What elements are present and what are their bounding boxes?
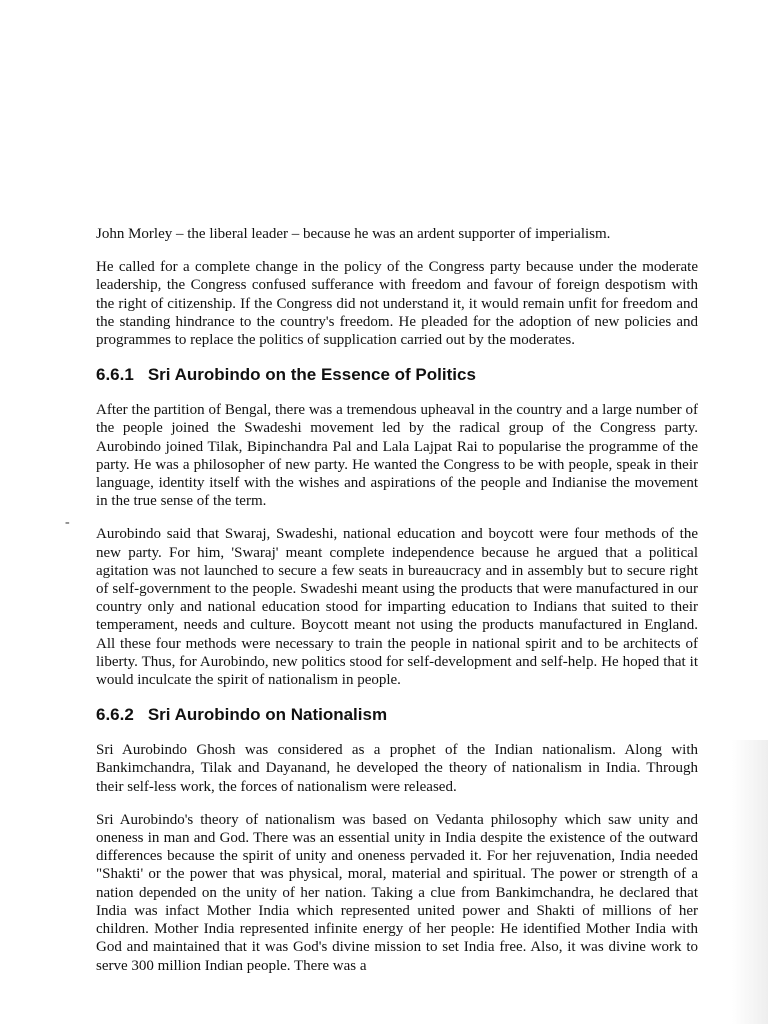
paragraph-prophet: Sri Aurobindo Ghosh was considered as a prophet of the Indian nationalism. Along with Bankimchandra, Tilak and Dayanand, he developed the theory of nationalism in India. Through their self-less work, the forces of nationalism were released.: [96, 742, 698, 795]
margin-mark: -: [65, 515, 70, 530]
section-title: Sri Aurobindo on Nationalism: [147, 705, 388, 725]
page-edge-shadow: [732, 740, 768, 1024]
paragraph-policy-change: He called for a complete change in the policy of the Congress party because under the moderate leadership, the Congress confused sufferance with freedom and favour of foreign despotism with the right of citizenship. If the Congress did not understand it, it would remain unfit for freedom and the standing hindrance to the country's freedom. He pleaded for the adoption of new policies and programmes to replace the politics of supplication carried out by the moderates.: [96, 259, 698, 349]
paragraph-vedanta-theory: Sri Aurobindo's theory of nationalism was based on Vedanta philosophy which saw unity and oneness in man and God. There was an essential unity in India despite the existence of the outward differences because the spirit of unity and oneness pervaded it. For her rejuvenation, India needed "Shakti' or the power that was physical, moral, material and spiritual. The power or strength of a nation depended on the unity of her nation. Taking a clue from Bankimchandra, he declared that India was infact Mother India which represented united power and Shakti of millions of her children. Mother India represented infinite energy of her people: He identified Mother India with God and maintained that it was God's divine mission to set India free. Also, it was divine work to serve 300 million Indian people. There was a: [96, 811, 698, 974]
section-title: Sri Aurobindo on the Essence of Politics: [147, 365, 476, 385]
paragraph-morley: John Morley – the liberal leader – because he was an ardent supporter of imperialism.: [96, 226, 611, 242]
section-number: 6.6.1: [96, 365, 134, 385]
section-heading-nationalism: [96, 704, 698, 726]
section-heading-essence-of-politics: [96, 364, 698, 386]
section-number: 6.6.2: [96, 705, 134, 725]
paragraph-four-methods: Aurobindo said that Swaraj, Swadeshi, national education and boycott were four methods of the new party. For him, 'Swaraj' meant complete independence because he argued that a political agitation was not launched to secure a few seats in bureaucracy and in assembly but to secure right of self-government to the people. Swadeshi meant using the products that were manufactured in our country only and national education stood for imparting education to Indians that suited to their temperament, needs and culture. Boycott meant not using the products manufactured in England. All these four methods were necessary to train the people in national spirit and to be architects of liberty. Thus, for Aurobindo, new politics stood for self-development and self-help. He hoped that it would inculcate the spirit of nationalism in people.: [96, 526, 698, 689]
paragraph-partition-bengal: After the partition of Bengal, there was a tremendous upheaval in the country and a large number of the people joined the Swadeshi movement led by the radical group of the Congress party. Aurobindo joined Tilak, Bipinchandra Pal and Lala Lajpat Rai to popularise the programme of the party. He was a philosopher of new party. He wanted the Congress to be with people, speak in their language, identity itself with the wishes and aspirations of the people and Indianise the movement in the true sense of the term.: [96, 402, 698, 510]
page-content: [96, 225, 698, 990]
